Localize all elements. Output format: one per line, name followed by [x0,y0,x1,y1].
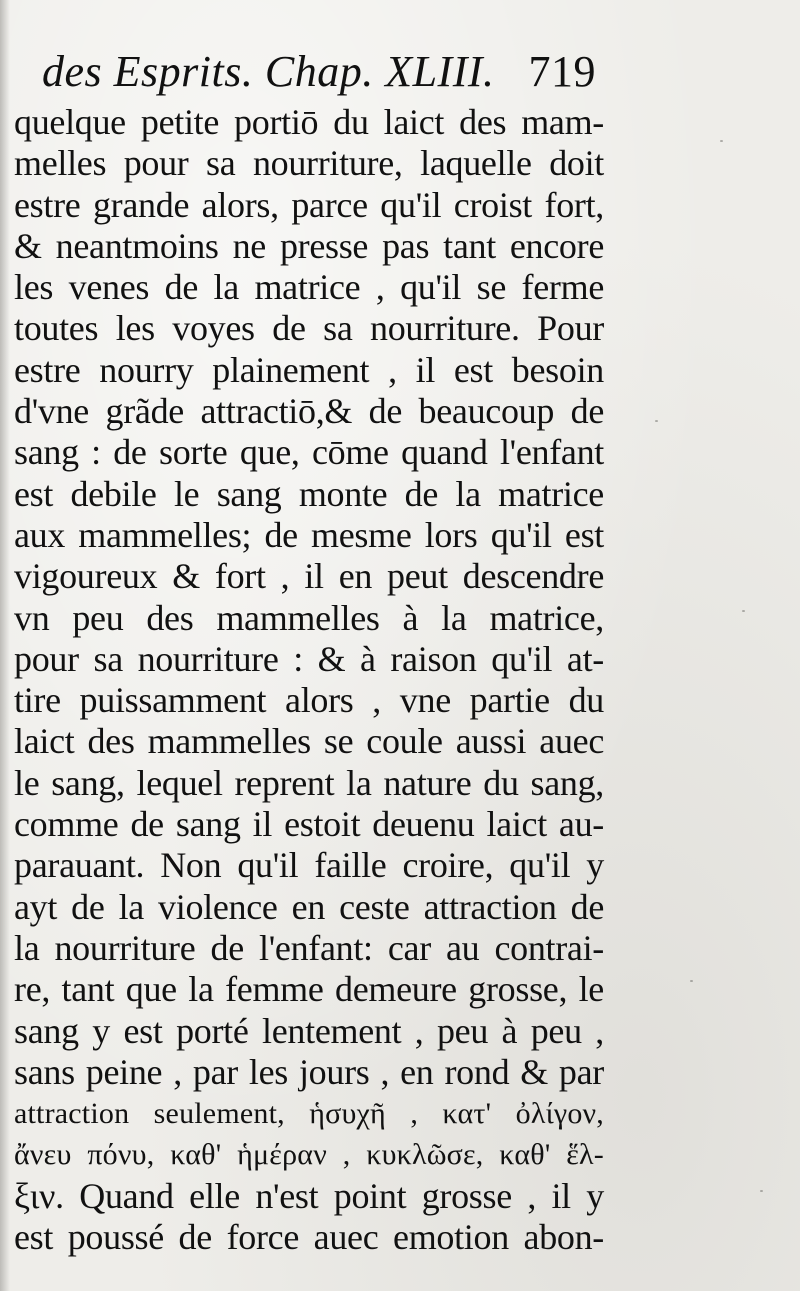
text-line: toutes les voyes de sa nourriture. Pour [14,308,604,349]
text-line: le sang, lequel reprent la nature du sang, [14,762,604,803]
text-line-greek: ἄνευ πόνυ, καθ' ἡμέραν , κυκλῶσε, καθ' ἕλ- [14,1138,604,1172]
body-text [14,102,604,1258]
text-line: comme de sang il estoit deuenu laict au- [14,804,604,845]
text-line: sans peine , par les jours , en rond & par [14,1051,604,1092]
text-line: vigoureux & fort , il en peut descendre [14,556,604,597]
text-line: estre nourry plainement , il est besoin [14,349,604,390]
text-line: parauant. Non qu'il faille croire, qu'il y [14,845,604,886]
paper-speck [655,420,658,422]
text-line: les venes de la matrice , qu'il se ferme [14,267,604,308]
text-line-greek: attraction seulement, ἡσυχῆ , κατ' ὀλίγον, [14,1097,604,1131]
text-line: quelque petite portiō du laict des mam- [14,102,604,142]
text-line: & neantmoins ne presse pas tant encore [14,225,604,266]
paper-speck [720,140,723,142]
text-line: ayt de la violence en ceste attraction de [14,886,604,927]
page-gutter-shadow [0,0,10,1291]
text-line: d'vne grãde attractiō,& de beaucoup de [14,391,604,432]
text-line: vn peu des mammelles à la matrice, [14,597,604,638]
text-line: est poussé de force auec emotion abon- [14,1217,604,1258]
page-number: 719 [528,47,596,96]
page-header [42,46,602,106]
text-line: est debile le sang monte de la matrice [14,473,604,514]
running-title: des Esprits. Chap. XLIII. [42,47,495,96]
text-line: ξιν. Quand elle n'est point grosse , il y [14,1175,604,1216]
paper-speck [690,980,693,982]
text-line: sang : de sorte que, cōme quand l'enfant [14,432,604,473]
text-line: laict des mammelles se coule aussi auec [14,721,604,762]
paper-speck [760,1190,763,1192]
paper-speck [742,610,745,612]
text-line: pour sa nourriture : & à raison qu'il at- [14,638,604,679]
text-line: melles pour sa nourriture, laquelle doit [14,143,604,184]
text-line: tire puissamment alors , vne partie du [14,680,604,721]
text-line: la nourriture de l'enfant: car au contrai- [14,927,604,968]
text-line: aux mammelles; de mesme lors qu'il est [14,514,604,555]
text-line: re, tant que la femme demeure grosse, le [14,969,604,1010]
text-line: estre grande alors, parce qu'il croist fort, [14,184,604,225]
text-line: sang y est porté lentement , peu à peu , [14,1010,604,1051]
